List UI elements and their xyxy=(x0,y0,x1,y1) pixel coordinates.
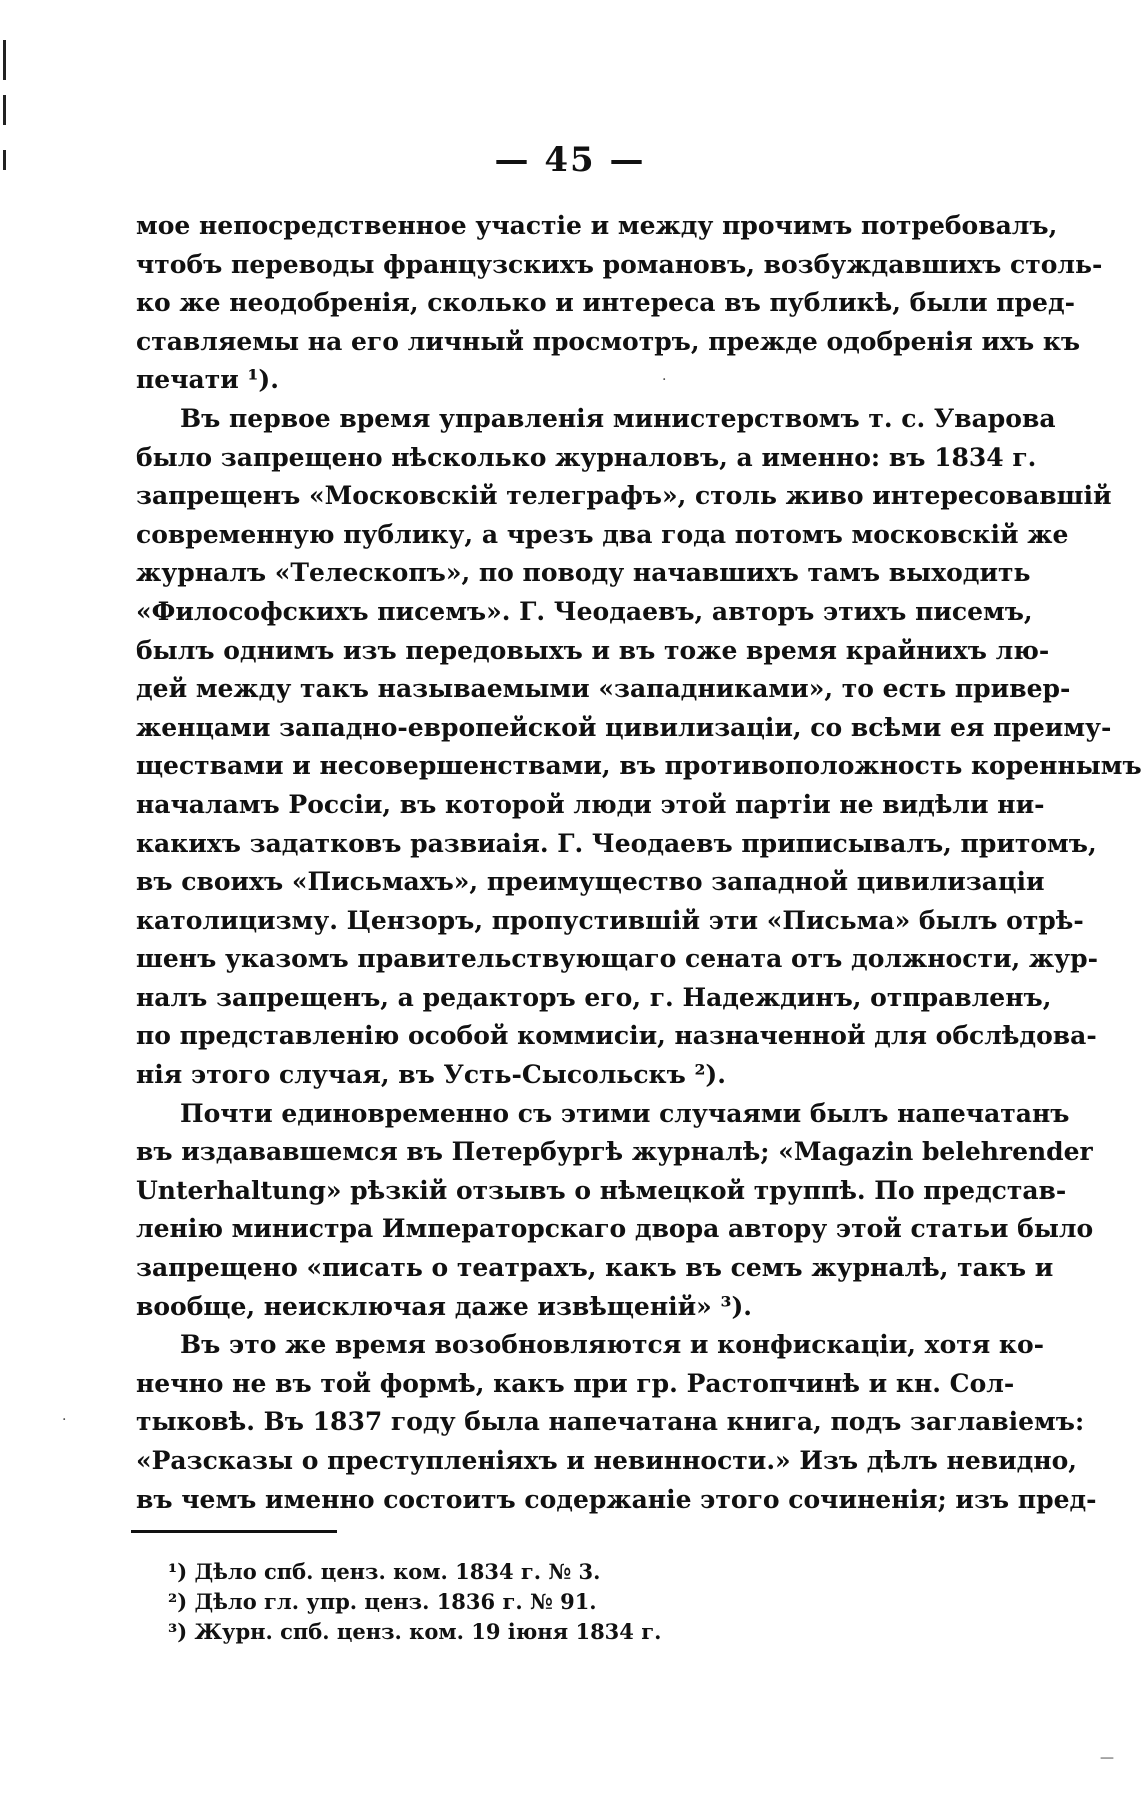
text-line: вообще, неисключая даже извѣщеній» ³). xyxy=(136,1291,752,1321)
text-line: шенъ указомъ правительствующаго сената отъ должности, жур- xyxy=(136,944,1098,974)
scan-speck: · xyxy=(662,372,667,388)
footnote xyxy=(168,1557,868,1587)
text-line: по представленію особой коммисіи, назначенной для обслѣдова- xyxy=(136,1021,1097,1051)
scan-edge-mark xyxy=(3,40,6,80)
scan-speck: — xyxy=(1100,1750,1114,1766)
text-line: «Разсказы о преступленіяхъ и невинности.» Изъ дѣлъ невидно, xyxy=(136,1446,1078,1475)
text-line: Въ первое время управленія министерствомъ т. с. Уварова xyxy=(180,403,1056,433)
scan-edge-mark xyxy=(3,95,6,125)
footnote-mark: ¹) xyxy=(168,1559,188,1584)
text-line: «Философскихъ писемъ». Г. Чеодаевъ, авторъ этихъ писемъ, xyxy=(136,596,1033,626)
text-line: женцами западно-европейской цивилизаціи, со всѣми ея преиму- xyxy=(136,712,1112,742)
text-line: запрещено «писать о театрахъ, какъ въ семъ журналѣ, такъ и xyxy=(136,1253,1054,1283)
text-line: въ своихъ «Письмахъ», преимущество западной цивилизаціи xyxy=(136,867,1045,897)
text-line: ществами и несовершенствами, въ противоположность кореннымъ xyxy=(136,751,1142,781)
text-line: запрещенъ «Московскій телеграфъ», столь живо интересовавшій xyxy=(136,481,1112,511)
text-line: печати ¹). xyxy=(136,365,279,395)
text-line: современную публику, а чрезъ два года потомъ московскій же xyxy=(136,519,1069,549)
text-line: дей между такъ называемыми «западниками», то есть привер- xyxy=(136,674,1071,704)
text-line: ленію министра Императорскаго двора автору этой статьи было xyxy=(136,1214,1094,1244)
footnotes xyxy=(168,1557,868,1647)
page-number: — 45 — xyxy=(494,140,646,180)
text-line: Въ это же время возобновляются и конфискаціи, хотя ко- xyxy=(180,1330,1045,1360)
text-line: чтобъ переводы французскихъ романовъ, возбуждавшихъ столь- xyxy=(136,249,1103,279)
text-line: ставляемы на его личный просмотръ, прежде одобренія ихъ къ xyxy=(136,326,1081,356)
text-line: Unterhaltung» рѣзкій отзывъ о нѣмецкой труппѣ. По представ- xyxy=(136,1175,1067,1205)
main-text xyxy=(136,207,1142,1519)
footnote xyxy=(168,1587,868,1617)
footnote-mark: ³) xyxy=(168,1619,188,1644)
text-line: было запрещено нѣсколько журналовъ, а именно: въ 1834 г. xyxy=(136,442,1037,472)
text-line: началамъ Россіи, въ которой люди этой партіи не видѣли ни- xyxy=(136,789,1045,819)
scan-speck: · xyxy=(62,1412,67,1428)
text-line: налъ запрещенъ, а редакторъ его, г. Надеждинъ, отправленъ, xyxy=(136,982,1052,1012)
text-line: былъ однимъ изъ передовыхъ и въ тоже время крайнихъ лю- xyxy=(136,635,1050,665)
footnote-mark: ²) xyxy=(168,1589,188,1614)
text-line: мое непосредственное участіе и между прочимъ потребовалъ, xyxy=(136,211,1058,240)
text-line: католицизму. Цензоръ, пропустившій эти «Письма» былъ отрѣ- xyxy=(136,905,1084,935)
text-line: нечно не въ той формѣ, какъ при гр. Растопчинѣ и кн. Сол- xyxy=(136,1368,1015,1398)
text-line: нія этого случая, въ Усть-Сысольскъ ²). xyxy=(136,1060,726,1090)
text-line: ко же неодобренія, сколько и интереса въ публикѣ, были пред- xyxy=(136,288,1075,318)
footnote-text: Журн. спб. ценз. ком. 19 іюня 1834 г. xyxy=(187,1619,662,1644)
footnote-divider xyxy=(131,1530,337,1533)
text-line: въ чемъ именно состоитъ содержаніе этого сочиненія; изъ пред- xyxy=(136,1484,1097,1514)
footnote-text: Дѣло спб. ценз. ком. 1834 г. № 3. xyxy=(187,1559,601,1584)
text-line: Почти единовременно съ этими случаями былъ напечатанъ xyxy=(180,1098,1070,1128)
text-line: журналъ «Телескопъ», по поводу начавшихъ тамъ выходить xyxy=(136,558,1031,588)
text-line: какихъ задатковъ развиаія. Г. Чеодаевъ приписывалъ, притомъ, xyxy=(136,828,1097,858)
footnote xyxy=(168,1617,868,1647)
footnote-text: Дѣло гл. упр. ценз. 1836 г. № 91. xyxy=(187,1589,597,1614)
text-line: тыковѣ. Въ 1837 году была напечатана книга, подъ заглавіемъ: xyxy=(136,1407,1085,1437)
text-line: въ издававшемся въ Петербургѣ журналѣ; «Magazin belehrender xyxy=(136,1137,1093,1167)
